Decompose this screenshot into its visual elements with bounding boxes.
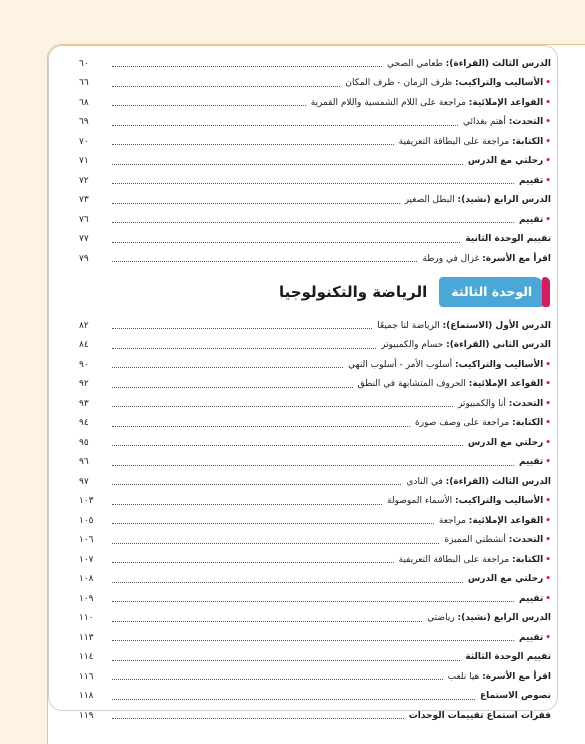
- dot-leader: [112, 261, 417, 262]
- toc-entry-title: [468, 574, 551, 584]
- toc-section-unit-three: [79, 316, 551, 726]
- dot-leader: [112, 367, 343, 368]
- page-number: ٧١: [79, 156, 89, 167]
- dot-leader: [112, 66, 382, 67]
- toc-entry-title: [399, 137, 551, 147]
- toc-entry[interactable]: [79, 628, 551, 648]
- dot-leader: [112, 679, 443, 680]
- bullet-icon: •: [545, 156, 551, 167]
- toc-entry-title: [465, 234, 551, 244]
- toc-entry-label: التحدث:: [508, 535, 544, 546]
- bullet-icon: •: [545, 632, 551, 643]
- toc-entry-label: رحلتي مع الدرس: [467, 437, 544, 448]
- page-number: ٧٣: [79, 195, 89, 206]
- page-number: ٩٤: [79, 418, 89, 429]
- dot-leader: [112, 222, 514, 223]
- bullet-icon: •: [545, 574, 551, 585]
- toc-entry-title: [468, 438, 551, 448]
- bullet-icon: •: [545, 535, 551, 546]
- toc-entry-title: [348, 360, 551, 370]
- dot-leader: [112, 582, 463, 583]
- toc-entry[interactable]: [79, 74, 551, 94]
- bullet-icon: •: [545, 175, 551, 186]
- dot-leader: [112, 699, 475, 700]
- toc-entry-title: [427, 613, 551, 623]
- toc-entry-label: تقييم الوحدة الثانية: [465, 234, 551, 245]
- toc-entry-title: [399, 555, 551, 565]
- toc-entry[interactable]: [79, 453, 551, 473]
- toc-entry-text: مراجعة على اللام الشمسية واللام القمرية: [310, 97, 469, 108]
- page-number: ٨٢: [79, 320, 89, 331]
- toc-entry[interactable]: [79, 706, 551, 726]
- toc-entry-text: أهتم بغذائي: [463, 117, 509, 128]
- toc-entry-title: [480, 691, 551, 701]
- bullet-icon: •: [545, 496, 551, 507]
- toc-entry-text: هيا نلعب: [447, 671, 483, 682]
- toc-entry-label: رحلتي مع الدرس: [467, 574, 544, 585]
- toc-entry[interactable]: [79, 54, 551, 74]
- bullet-icon: •: [545, 359, 551, 370]
- dot-leader: [112, 86, 340, 87]
- toc-entry[interactable]: [79, 492, 551, 512]
- toc-entry[interactable]: [79, 375, 551, 395]
- toc-entry-label: فقرات استماع تقييمات الوحدات: [408, 710, 551, 721]
- page-number: ٩٥: [79, 437, 89, 448]
- dot-leader: [112, 203, 400, 204]
- toc-entry-text: الحروف المتشابهة في النطق: [357, 379, 469, 390]
- page-number: ٨٤: [79, 340, 89, 351]
- page-number: ٦٩: [79, 117, 89, 128]
- bullet-icon: •: [545, 97, 551, 108]
- toc-entry-text: الأسماء الموصولة: [387, 496, 456, 507]
- toc-entry[interactable]: [79, 687, 551, 707]
- toc-entry-label: الأساليب والتراكيب:: [455, 78, 544, 89]
- toc-entry[interactable]: [79, 152, 551, 172]
- toc-entry-title: [406, 477, 551, 487]
- toc-entry-label: اقرأ مع الأسرة:: [482, 671, 551, 682]
- toc-entry[interactable]: [79, 93, 551, 113]
- page-number: ١١٠: [79, 613, 94, 624]
- toc-entry[interactable]: [79, 171, 551, 191]
- bullet-icon: •: [545, 554, 551, 565]
- toc-entry-text: طعامي الصحي: [387, 58, 446, 69]
- toc-entry[interactable]: [79, 667, 551, 687]
- unit-tab-label: الوحدة الثالثة: [439, 277, 544, 307]
- toc-entry-label: الدرس الثالث (القراءة):: [445, 58, 551, 69]
- toc-entry-label: الدرس الرابع (نشيد):: [457, 613, 551, 624]
- toc-entry-label: الكتابة:: [512, 136, 544, 147]
- toc-entry-text: مراجعة على البطاقة التعريفية: [398, 554, 513, 565]
- dot-leader: [112, 543, 439, 544]
- dot-leader: [112, 387, 353, 388]
- dot-leader: [112, 484, 401, 485]
- page-number: ٦٠: [79, 58, 89, 69]
- dot-leader: [112, 621, 422, 622]
- toc-entry-title: [387, 496, 551, 506]
- toc-entry-title: [519, 594, 551, 604]
- toc-entry-title: [468, 156, 551, 166]
- unit-header: [279, 277, 544, 307]
- toc-entry-title: [519, 176, 551, 186]
- dot-leader: [112, 523, 434, 524]
- toc-entry-label: تقييم: [518, 175, 544, 186]
- bullet-icon: •: [545, 78, 551, 89]
- toc-entry[interactable]: [79, 210, 551, 230]
- dot-leader: [112, 426, 410, 427]
- toc-entry-label: اقرأ مع الأسرة:: [482, 253, 551, 264]
- page-number: ٧٧: [79, 234, 89, 245]
- toc-entry[interactable]: [79, 355, 551, 375]
- toc-entry[interactable]: [79, 414, 551, 434]
- bullet-icon: •: [545, 437, 551, 448]
- bullet-icon: •: [545, 457, 551, 468]
- toc-entry-label: الدرس الأول (الاستماع):: [442, 320, 551, 331]
- toc-entry-title: [439, 516, 551, 526]
- page-number: ٧٠: [79, 136, 89, 147]
- toc-entry-label: القواعد الإملائية:: [468, 97, 544, 108]
- toc-entry-text: مراجعة على وصف صورة: [415, 418, 513, 429]
- toc-entry-label: الكتابة:: [512, 418, 544, 429]
- toc-frame: [48, 45, 558, 721]
- toc-entry-label: الأساليب والتراكيب:: [455, 496, 544, 507]
- toc-entry-label: الأساليب والتراكيب:: [455, 359, 544, 370]
- page-number: ٩٢: [79, 379, 89, 390]
- toc-entry-text: الرياضة لنا جميعًا: [377, 320, 443, 331]
- toc-entry-title: [409, 711, 551, 721]
- dot-leader: [112, 504, 382, 505]
- dot-leader: [112, 328, 372, 329]
- page-number: ١٠٦: [79, 535, 94, 546]
- dot-leader: [112, 125, 458, 126]
- toc-entry-title: [377, 321, 551, 331]
- toc-entry-label: الدرس الثاني (القراءة):: [446, 340, 551, 351]
- toc-entry-text: مراجعة على البطاقة التعريفية: [398, 136, 513, 147]
- page-number: ٧٢: [79, 175, 89, 186]
- bullet-icon: •: [545, 515, 551, 526]
- toc-entry-text: أنشطتي المميزة: [444, 535, 509, 546]
- toc-entry[interactable]: [79, 433, 551, 453]
- toc-entry-label: الدرس الرابع (نشيد):: [457, 195, 551, 206]
- toc-entry[interactable]: [79, 191, 551, 211]
- bullet-icon: •: [545, 379, 551, 390]
- bullet-icon: •: [545, 593, 551, 604]
- toc-entry-text: مراجعة: [438, 515, 469, 526]
- bullet-icon: •: [545, 214, 551, 225]
- page-sheet: [47, 44, 585, 744]
- dot-leader: [112, 718, 404, 719]
- toc-entry-title: [345, 78, 551, 88]
- dot-leader: [112, 164, 463, 165]
- page-number: ٩٦: [79, 457, 89, 468]
- toc-entry-title: [519, 633, 551, 643]
- toc-entry-title: [405, 195, 551, 205]
- toc-entry[interactable]: [79, 249, 551, 269]
- dot-leader: [112, 105, 306, 106]
- toc-entry[interactable]: [79, 113, 551, 133]
- toc-entry[interactable]: [79, 132, 551, 152]
- dot-leader: [112, 348, 376, 349]
- toc-entry-label: التحدث:: [508, 398, 544, 409]
- toc-entry-label: تقييم: [518, 457, 544, 468]
- toc-entry[interactable]: [79, 472, 551, 492]
- toc-entry-text: ظرف الزمان - ظرف المكان: [345, 78, 456, 89]
- toc-entry-title: [311, 98, 551, 108]
- page-number: ١١٤: [79, 652, 94, 663]
- page-number: ١٠٧: [79, 554, 94, 565]
- dot-leader: [112, 562, 394, 563]
- toc-entry-text: البطل الصغير: [404, 195, 458, 206]
- bullet-icon: •: [545, 418, 551, 429]
- toc-entry-text: رياضتي: [427, 613, 458, 624]
- toc-entry-title: [358, 379, 551, 389]
- dot-leader: [112, 183, 514, 184]
- toc-entry[interactable]: [79, 316, 551, 336]
- toc-entry-title: [448, 672, 551, 682]
- toc-entry-title: [381, 340, 551, 350]
- page-number: ١١٣: [79, 632, 94, 643]
- toc-entry[interactable]: [79, 609, 551, 629]
- toc-entry[interactable]: [79, 336, 551, 356]
- dot-leader: [112, 445, 463, 446]
- page-number: ٦٦: [79, 78, 89, 89]
- dot-leader: [112, 144, 394, 145]
- dot-leader: [112, 601, 514, 602]
- page-number: ١٠٣: [79, 496, 94, 507]
- toc-entry-label: تقييم الوحدة الثالثة: [465, 652, 551, 663]
- page-number: ١٠٨: [79, 574, 94, 585]
- page-number: ٩٠: [79, 359, 89, 370]
- toc-entry-title: [422, 254, 551, 264]
- toc-entry-label: الكتابة:: [512, 554, 544, 565]
- toc-entry-label: تقييم: [518, 214, 544, 225]
- toc-entry-label: نصوص الاستماع: [479, 691, 551, 702]
- toc-entry-label: القواعد الإملائية:: [468, 515, 544, 526]
- toc-entry-text: أنا والكمبيوتر: [457, 398, 509, 409]
- toc-entry-title: [415, 418, 551, 428]
- toc-entry-label: الدرس الثالث (القراءة):: [445, 476, 551, 487]
- toc-entry[interactable]: [79, 589, 551, 609]
- page-number: ١٠٥: [79, 515, 94, 526]
- toc-entry-title: [463, 117, 551, 127]
- page-number: ١١٩: [79, 710, 94, 721]
- toc-entry[interactable]: [79, 570, 551, 590]
- toc-entry-title: [458, 399, 551, 409]
- toc-entry-label: رحلتي مع الدرس: [467, 156, 544, 167]
- toc-entry-label: التحدث:: [508, 117, 544, 128]
- toc-entry[interactable]: [79, 394, 551, 414]
- toc-entry[interactable]: [79, 511, 551, 531]
- toc-entry-text: حسام والكمبيوتر: [381, 340, 447, 351]
- toc-entry-text: غزال في ورطة: [422, 253, 483, 264]
- unit-title: الرياضة والتكنولوجيا: [279, 283, 428, 301]
- page-number: ٧٩: [79, 253, 89, 264]
- toc-entry-title: [465, 652, 551, 662]
- page-number: ١٠٩: [79, 593, 94, 604]
- page-number: ١١٨: [79, 691, 94, 702]
- toc-entry[interactable]: [79, 648, 551, 668]
- toc-entry-title: [519, 457, 551, 467]
- toc-entry-label: تقييم: [518, 593, 544, 604]
- toc-entry-title: [444, 535, 551, 545]
- toc-entry[interactable]: [79, 531, 551, 551]
- dot-leader: [112, 465, 514, 466]
- dot-leader: [112, 242, 460, 243]
- dot-leader: [112, 406, 453, 407]
- toc-section-unit-two: [79, 54, 551, 269]
- toc-entry-text: أسلوب الأمر - أسلوب النهي: [348, 359, 456, 370]
- bullet-icon: •: [545, 136, 551, 147]
- toc-entry-title: [387, 59, 551, 69]
- toc-entry-label: القواعد الإملائية:: [468, 379, 544, 390]
- page-number: ٦٨: [79, 97, 89, 108]
- dot-leader: [112, 660, 460, 661]
- dot-leader: [112, 640, 514, 641]
- toc-entry-label: تقييم: [518, 632, 544, 643]
- page-number: ٧٦: [79, 214, 89, 225]
- bullet-icon: •: [545, 117, 551, 128]
- toc-entry[interactable]: [79, 550, 551, 570]
- toc-entry-text: في النادي: [406, 476, 446, 487]
- page-number: ٩٣: [79, 398, 89, 409]
- toc-entry[interactable]: [79, 230, 551, 250]
- toc-entry-title: [519, 215, 551, 225]
- page-number: ٩٧: [79, 476, 89, 487]
- page-number: ١١٦: [79, 671, 94, 682]
- bullet-icon: •: [545, 398, 551, 409]
